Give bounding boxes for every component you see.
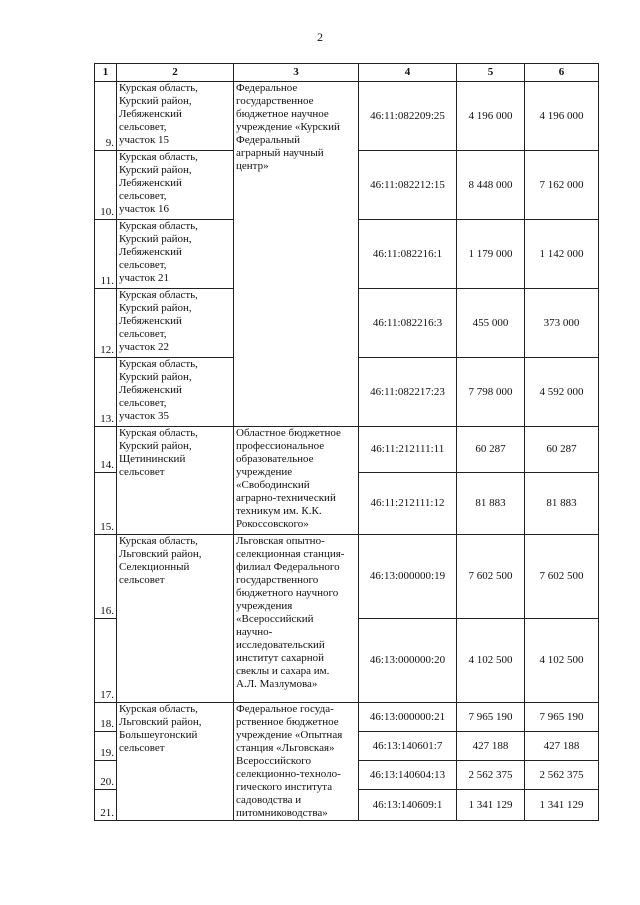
address-cell: [117, 220, 234, 289]
value-col5-cell: 4 102 500: [457, 619, 525, 703]
text-line: учреждение «Курский: [236, 121, 340, 133]
value-col6-cell: 81 883: [525, 473, 599, 535]
text-line: участок 16: [119, 203, 170, 215]
text-line: селекционная станция-: [236, 548, 345, 560]
text-line: питомниководства»: [236, 807, 328, 819]
text-line: Рокоссовского»: [236, 518, 309, 530]
organization-cell: [234, 535, 359, 703]
text-line: институт сахарной: [236, 652, 324, 664]
text-line: профессиональное: [236, 440, 325, 452]
text-line: участок 21: [119, 272, 170, 284]
column-header: 2: [117, 64, 234, 82]
row-number: 11.: [95, 220, 117, 289]
value-col6-cell: 60 287: [525, 427, 599, 473]
text-line: исследовательский: [236, 639, 325, 651]
column-header: 1: [95, 64, 117, 82]
cadastral-number-cell: 46:11:212111:11: [359, 427, 457, 473]
row-number: 17.: [95, 619, 117, 703]
cadastral-number-cell: 46:13:140604:13: [359, 761, 457, 790]
value-col5-cell: 81 883: [457, 473, 525, 535]
cadastral-number-cell: 46:11:082216:3: [359, 289, 457, 358]
column-header: 5: [457, 64, 525, 82]
text-line: Областное бюджетное: [236, 427, 341, 439]
address-cell: [117, 82, 234, 151]
text-line: Курская область,: [119, 82, 198, 94]
text-line: Селекционный: [119, 561, 190, 573]
value-col6-cell: 4 196 000: [525, 82, 599, 151]
text-line: учреждение: [236, 466, 293, 478]
value-col5-cell: 7 965 190: [457, 703, 525, 732]
text-line: учреждения: [236, 600, 293, 612]
value-col5-cell: 7 602 500: [457, 535, 525, 619]
address-cell: [117, 289, 234, 358]
text-line: научно-: [236, 626, 273, 638]
text-line: Федеральный: [236, 134, 301, 146]
value-col6-cell: 1 142 000: [525, 220, 599, 289]
cadastral-number-cell: 46:13:000000:20: [359, 619, 457, 703]
cadastral-number-cell: 46:11:082216:1: [359, 220, 457, 289]
row-number: 16.: [95, 535, 117, 619]
value-col6-cell: 2 562 375: [525, 761, 599, 790]
text-line: садоводства и: [236, 794, 302, 806]
text-line: Курская область,: [119, 151, 198, 163]
address-cell: [117, 358, 234, 427]
text-line: сельсовет: [119, 742, 165, 754]
text-line: Курский район,: [119, 302, 192, 314]
text-line: аграрно-технический: [236, 492, 336, 504]
text-line: Курская область,: [119, 289, 198, 301]
column-header: 3: [234, 64, 359, 82]
cadastral-number-cell: 46:11:082212:15: [359, 151, 457, 220]
text-line: Курская область,: [119, 703, 198, 715]
row-number: 20.: [95, 761, 117, 790]
text-line: сельсовет,: [119, 259, 167, 271]
text-line: селекционно-техноло-: [236, 768, 341, 780]
address-cell: [117, 427, 234, 535]
text-line: станция «Льговская»: [236, 742, 335, 754]
table-header-row: [95, 64, 599, 82]
row-number: 10.: [95, 151, 117, 220]
column-header: 6: [525, 64, 599, 82]
row-number: 12.: [95, 289, 117, 358]
text-line: Курская область,: [119, 220, 198, 232]
text-line: участок 22: [119, 341, 170, 353]
row-number: 13.: [95, 358, 117, 427]
row-number: 19.: [95, 732, 117, 761]
text-line: Федеральное госуда-: [236, 703, 334, 715]
text-line: Федеральное: [236, 82, 298, 94]
value-col5-cell: 60 287: [457, 427, 525, 473]
value-col5-cell: 4 196 000: [457, 82, 525, 151]
text-line: Лебяженский: [119, 108, 182, 120]
text-line: рственное бюджетное: [236, 716, 339, 728]
table-row: [95, 82, 599, 151]
cadastral-number-cell: 46:13:140609:1: [359, 790, 457, 821]
value-col6-cell: 427 188: [525, 732, 599, 761]
organization-cell: [234, 82, 359, 427]
address-cell: [117, 535, 234, 703]
text-line: Всероссийского: [236, 755, 311, 767]
text-line: учреждение «Опытная: [236, 729, 343, 741]
value-col6-cell: 7 965 190: [525, 703, 599, 732]
text-line: Курская область,: [119, 358, 198, 370]
value-col6-cell: 373 000: [525, 289, 599, 358]
text-line: аграрный научный: [236, 147, 324, 159]
land-plots-table: [94, 63, 599, 821]
row-number: 18.: [95, 703, 117, 732]
text-line: Льговский район,: [119, 548, 202, 560]
table-row: [95, 535, 599, 619]
cadastral-number-cell: 46:13:140601:7: [359, 732, 457, 761]
text-line: Лебяженский: [119, 384, 182, 396]
address-cell: [117, 151, 234, 220]
value-col5-cell: 455 000: [457, 289, 525, 358]
text-line: Курская область,: [119, 535, 198, 547]
text-line: образовательное: [236, 453, 314, 465]
text-line: сельсовет,: [119, 190, 167, 202]
page-number: 2: [317, 30, 323, 44]
row-number: 15.: [95, 473, 117, 535]
text-line: Щетининский: [119, 453, 186, 465]
text-line: Курский район,: [119, 164, 192, 176]
text-line: сельсовет: [119, 466, 165, 478]
text-line: сельсовет,: [119, 328, 167, 340]
text-line: Курская область,: [119, 427, 198, 439]
text-line: бюджетного научного: [236, 587, 339, 599]
value-col5-cell: 1 179 000: [457, 220, 525, 289]
cadastral-number-cell: 46:13:000000:21: [359, 703, 457, 732]
value-col6-cell: 7 162 000: [525, 151, 599, 220]
column-header: 4: [359, 64, 457, 82]
text-line: техникум им. К.К.: [236, 505, 322, 517]
table-row: [95, 703, 599, 732]
text-line: Курский район,: [119, 233, 192, 245]
text-line: государственного: [236, 574, 319, 586]
row-number: 14.: [95, 427, 117, 473]
text-line: участок 35: [119, 410, 170, 422]
text-line: сельсовет,: [119, 397, 167, 409]
text-line: Льговская опытно-: [236, 535, 325, 547]
value-col5-cell: 8 448 000: [457, 151, 525, 220]
text-line: гического института: [236, 781, 333, 793]
value-col6-cell: 1 341 129: [525, 790, 599, 821]
value-col5-cell: 427 188: [457, 732, 525, 761]
text-line: Большеугонский: [119, 729, 198, 741]
value-col5-cell: 1 341 129: [457, 790, 525, 821]
row-number: 21.: [95, 790, 117, 821]
text-line: Курский район,: [119, 95, 192, 107]
table-row: [95, 427, 599, 473]
address-cell: [117, 703, 234, 821]
text-line: филиал Федерального: [236, 561, 340, 573]
text-line: Курский район,: [119, 440, 192, 452]
value-col6-cell: 4 592 000: [525, 358, 599, 427]
text-line: Курский район,: [119, 371, 192, 383]
row-number: 9.: [95, 82, 117, 151]
text-line: «Свободинский: [236, 479, 310, 491]
value-col6-cell: 7 602 500: [525, 535, 599, 619]
text-line: бюджетное научное: [236, 108, 329, 120]
text-line: Лебяженский: [119, 177, 182, 189]
text-line: государственное: [236, 95, 314, 107]
value-col5-cell: 7 798 000: [457, 358, 525, 427]
text-line: сельсовет: [119, 574, 165, 586]
text-line: участок 15: [119, 134, 170, 146]
value-col6-cell: 4 102 500: [525, 619, 599, 703]
organization-cell: [234, 703, 359, 821]
cadastral-number-cell: 46:11:212111:12: [359, 473, 457, 535]
text-line: сельсовет,: [119, 121, 167, 133]
text-line: Лебяженский: [119, 246, 182, 258]
text-line: Льговский район,: [119, 716, 202, 728]
text-line: Лебяженский: [119, 315, 182, 327]
cadastral-number-cell: 46:11:082209:25: [359, 82, 457, 151]
text-line: А.Л. Мазлумова»: [236, 678, 318, 690]
value-col5-cell: 2 562 375: [457, 761, 525, 790]
text-line: свеклы и сахара им.: [236, 665, 330, 677]
text-line: центр»: [236, 160, 269, 172]
organization-cell: [234, 427, 359, 535]
cadastral-number-cell: 46:11:082217:23: [359, 358, 457, 427]
cadastral-number-cell: 46:13:000000:19: [359, 535, 457, 619]
text-line: «Всероссийский: [236, 613, 314, 625]
